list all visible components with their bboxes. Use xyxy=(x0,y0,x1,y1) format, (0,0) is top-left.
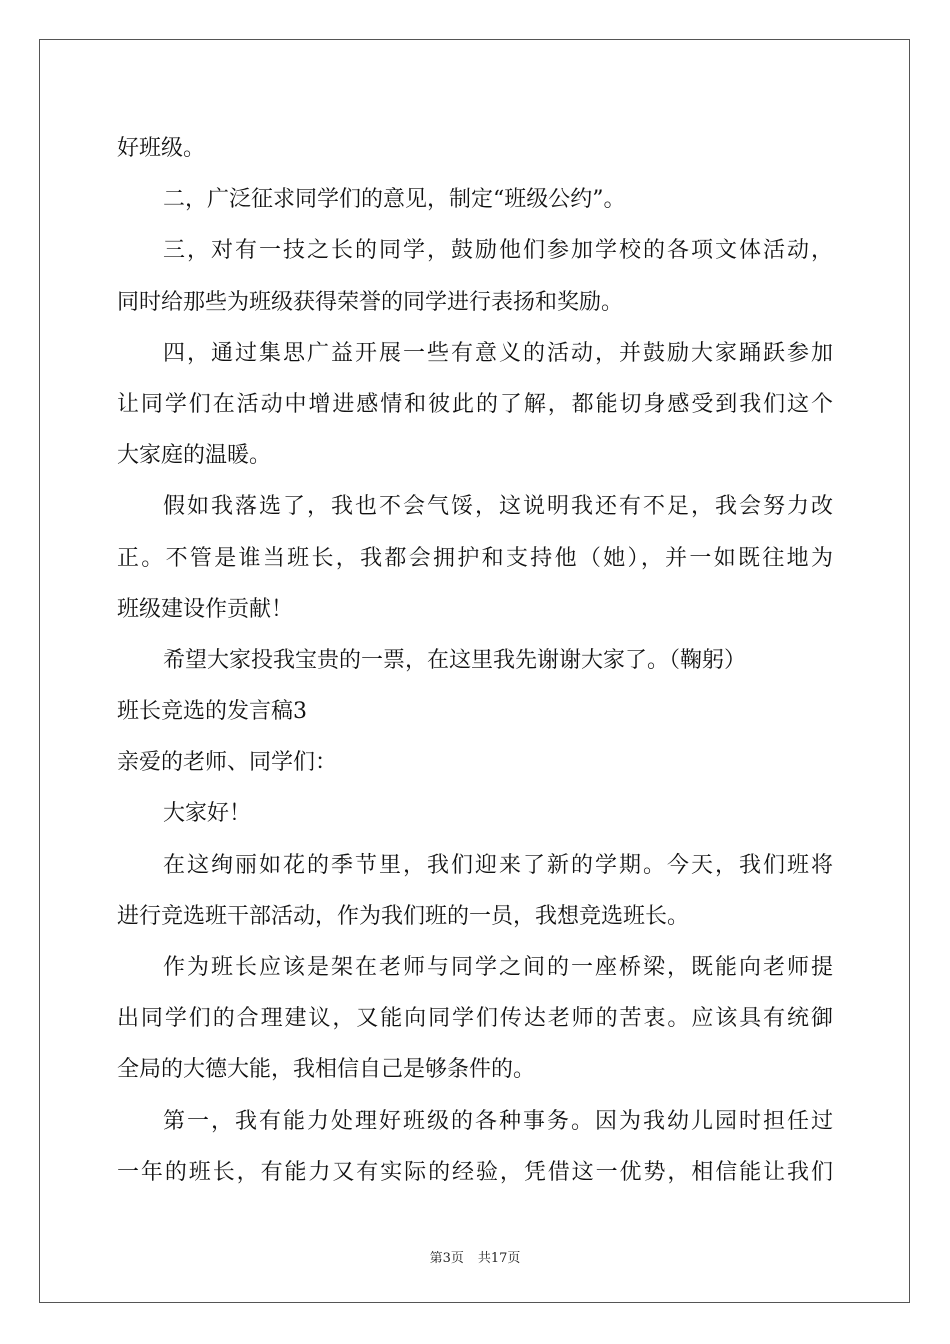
text-line: 班级建设作贡献！ xyxy=(117,596,294,622)
text-line: 亲爱的老师、同学们： xyxy=(117,750,338,776)
text-line: 好班级。 xyxy=(117,136,206,161)
text-line: 大家好！ xyxy=(163,801,252,827)
text-line: 希望大家投我宝贵的一票，在这里我先谢谢大家了。（鞠躬） xyxy=(163,647,747,673)
text-line: 全局的大德大能，我相信自己是够条件的。 xyxy=(117,1057,536,1083)
total-pages-label: 共17页 xyxy=(477,1251,521,1266)
text-line: 作为班长应该是架在老师与同学之间的一座桥梁，既能向老师提 xyxy=(163,955,833,980)
text-line: 四，通过集思广益开展一些有意义的活动，并鼓励大家踊跃参加 xyxy=(163,340,833,366)
document-body xyxy=(117,123,833,1198)
page-footer xyxy=(0,1247,950,1266)
text-line: 进行竞选班干部活动，作为我们班的一员，我想竞选班长。 xyxy=(117,903,690,929)
text-line: 班长竞选的发言稿3 xyxy=(117,699,307,725)
current-page-label: 第3页 xyxy=(429,1251,464,1266)
text-line: 二，广泛征求同学们的意见，制定“班级公约”。 xyxy=(163,187,626,213)
text-line: 正。不管是谁当班长，我都会拥护和支持他（她），并一如既往地为 xyxy=(117,545,833,571)
text-line: 第一，我有能力处理好班级的各种事务。因为我幼儿园时担任过 xyxy=(163,1108,833,1134)
text-line: 在这绚丽如花的季节里，我们迎来了新的学期。今天，我们班将 xyxy=(163,852,833,878)
text-line: 假如我落选了，我也不会气馁，这说明我还有不足，我会努力改 xyxy=(163,494,833,520)
text-line: 让同学们在活动中增进感情和彼此的了解，都能切身感受到我们这个 xyxy=(117,391,833,417)
text-line: 一年的班长，有能力又有实际的经验，凭借这一优势，相信能让我们 xyxy=(117,1159,833,1185)
text-line: 出同学们的合理建议，又能向同学们传达老师的苦衷。应该具有统御 xyxy=(117,1006,833,1032)
text-line: 大家庭的温暖。 xyxy=(117,443,272,469)
text-line: 同时给那些为班级获得荣誉的同学进行表扬和奖励。 xyxy=(117,289,624,315)
text-line: 三，对有一技之长的同学，鼓励他们参加学校的各项文体活动， xyxy=(163,238,833,264)
